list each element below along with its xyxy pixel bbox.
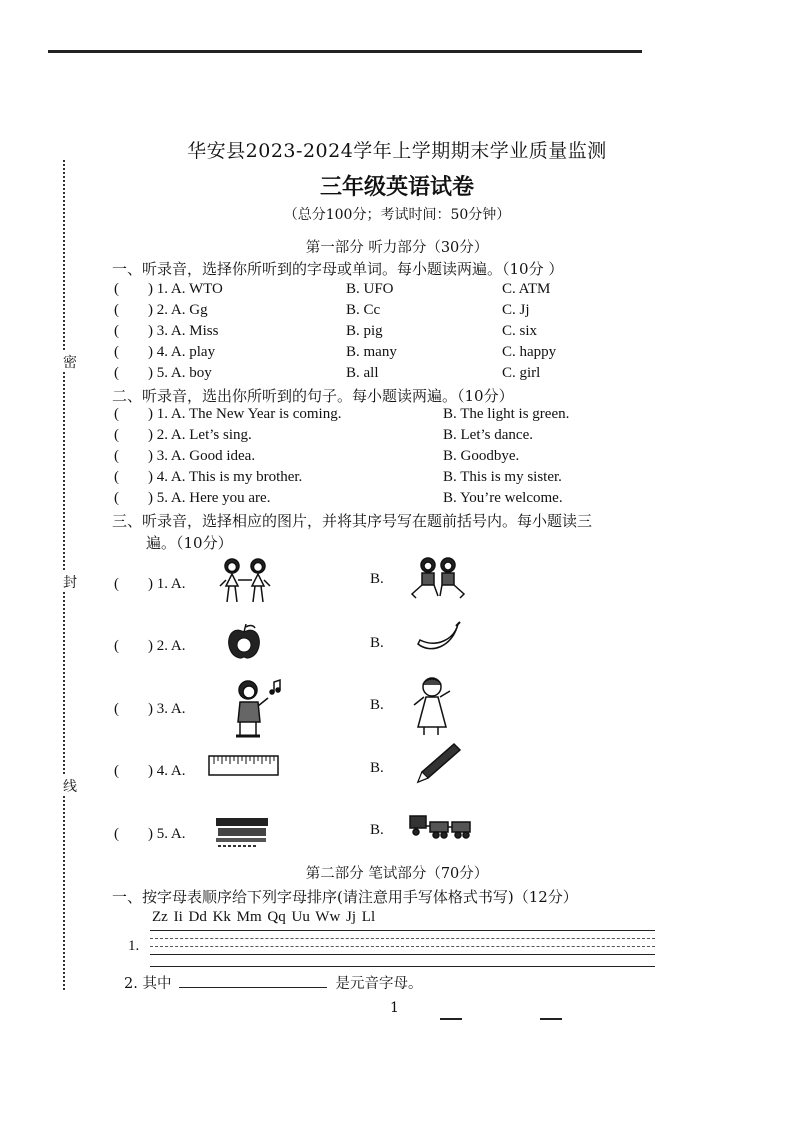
bus-picture bbox=[212, 814, 272, 850]
s3-q1-paren: ( bbox=[114, 576, 119, 592]
writing-line-2 bbox=[150, 938, 655, 939]
page-number: 1 bbox=[390, 1000, 399, 1016]
s3-q5-a: ) 5. A. bbox=[148, 826, 186, 842]
section3-title-line2: 遍。（10分） bbox=[146, 534, 233, 552]
s2-q5-paren: ( bbox=[114, 490, 119, 506]
p2-q2-prefix: 2. 其中 bbox=[124, 976, 172, 992]
s1-q2-c: C. Jj bbox=[502, 302, 530, 318]
s1-q3-a: ) 3. A. Miss bbox=[148, 323, 219, 339]
s1-q3-c: C. six bbox=[502, 323, 538, 339]
writing-line-1 bbox=[150, 930, 655, 931]
p2-q1-label: 1. bbox=[128, 938, 140, 954]
sitting-children-picture bbox=[408, 556, 470, 602]
p2-section1-title: 一、按字母表顺序给下列字母排序(请注意用手写体格式书写)（12分） bbox=[112, 888, 578, 906]
two-girls-picture bbox=[214, 556, 276, 606]
s3-q1-a: ) 1. A. bbox=[148, 576, 186, 592]
s1-q5-c: C. girl bbox=[502, 365, 541, 381]
s2-q1-paren: ( bbox=[114, 406, 119, 422]
exam-meta: （总分100分；考试时间：50分钟） bbox=[283, 207, 511, 223]
s1-q2-paren: ( bbox=[114, 302, 119, 318]
section1-title: 一、听录音，选择你所听到的字母或单词。每小题读两遍。（10分 ） bbox=[112, 260, 564, 278]
s3-q4-paren: ( bbox=[114, 763, 119, 779]
exam-subtitle: 三年级英语试卷 bbox=[319, 174, 474, 200]
train-picture bbox=[406, 806, 476, 842]
s2-q2-paren: ( bbox=[114, 427, 119, 443]
writing-line-5 bbox=[150, 966, 655, 967]
s2-q3-paren: ( bbox=[114, 448, 119, 464]
writing-line-3 bbox=[150, 946, 655, 947]
pencil-picture bbox=[412, 740, 464, 786]
s1-q3-b: B. pig bbox=[346, 323, 383, 339]
s3-q1-b: B. bbox=[370, 571, 384, 587]
s2-q1-b: B. The light is green. bbox=[443, 406, 570, 422]
dancing-girl-picture bbox=[410, 675, 456, 737]
s2-q5-a: ) 5. A. Here you are. bbox=[148, 490, 271, 506]
s3-q3-paren: ( bbox=[114, 701, 119, 717]
s3-q4-b: B. bbox=[370, 760, 384, 776]
s3-q2-paren: ( bbox=[114, 638, 119, 654]
s2-q4-paren: ( bbox=[114, 469, 119, 485]
s3-q2-b: B. bbox=[370, 635, 384, 651]
s1-q3-paren: ( bbox=[114, 323, 119, 339]
s1-q2-b: B. Cc bbox=[346, 302, 381, 318]
p2-q2-suffix: 是元音字母。 bbox=[335, 976, 423, 992]
s2-q2-b: B. Let’s dance. bbox=[443, 427, 533, 443]
s1-q4-c: C. happy bbox=[502, 344, 557, 360]
s2-q3-b: B. Goodbye. bbox=[443, 448, 520, 464]
s2-q4-b: B. This is my sister. bbox=[443, 469, 562, 485]
s2-q3-a: ) 3. A. Good idea. bbox=[148, 448, 256, 464]
seal-char-xian: 线 bbox=[60, 776, 80, 796]
writing-line-4 bbox=[150, 954, 655, 955]
letters-to-sort: Zz Ii Dd Kk Mm Qq Uu Ww Jj Ll bbox=[152, 909, 376, 925]
s1-q1-c: C. ATM bbox=[502, 281, 551, 297]
s3-q3-a: ) 3. A. bbox=[148, 701, 186, 717]
s1-q5-a: ) 5. A. boy bbox=[148, 365, 212, 381]
seal-char-mi: 密 bbox=[60, 352, 80, 372]
s1-q5-b: B. all bbox=[346, 365, 379, 381]
s2-q4-a: ) 4. A. This is my brother. bbox=[148, 469, 303, 485]
singing-girl-picture bbox=[230, 678, 286, 742]
s3-q2-a: ) 2. A. bbox=[148, 638, 186, 654]
s3-q5-paren: ( bbox=[114, 826, 119, 842]
bottom-mark-1 bbox=[440, 1018, 462, 1020]
s3-q3-b: B. bbox=[370, 697, 384, 713]
s2-q1-a: ) 1. A. The New Year is coming. bbox=[148, 406, 342, 422]
exam-title: 华安县2023-2024学年上学期期末学业质量监测 bbox=[187, 140, 607, 162]
s3-q5-b: B. bbox=[370, 822, 384, 838]
s1-q2-a: ) 2. A. Gg bbox=[148, 302, 208, 318]
s1-q4-paren: ( bbox=[114, 344, 119, 360]
part2-heading: 第二部分 笔试部分（70分） bbox=[305, 866, 489, 882]
seal-char-feng: 封 bbox=[60, 572, 80, 592]
s2-q5-b: B. You’re welcome. bbox=[443, 490, 563, 506]
s1-q1-a: ) 1. A. WTO bbox=[148, 281, 223, 297]
s1-q4-a: ) 4. A. play bbox=[148, 344, 216, 360]
s1-q5-paren: ( bbox=[114, 365, 119, 381]
bottom-mark-2 bbox=[540, 1018, 562, 1020]
s1-q1-paren: ( bbox=[114, 281, 119, 297]
s1-q1-b: B. UFO bbox=[346, 281, 394, 297]
apple-picture bbox=[225, 622, 263, 662]
section3-title-line1: 三、听录音，选择相应的图片，并将其序号写在题前括号内。每小题读三 bbox=[112, 512, 593, 530]
p2-q2-line bbox=[124, 972, 422, 993]
s3-q4-a: ) 4. A. bbox=[148, 763, 186, 779]
s2-q2-a: ) 2. A. Let’s sing. bbox=[148, 427, 252, 443]
ruler-picture bbox=[208, 754, 280, 778]
banana-picture bbox=[414, 620, 462, 654]
s1-q4-b: B. many bbox=[346, 344, 397, 360]
part1-heading: 第一部分 听力部分（30分） bbox=[305, 240, 489, 256]
top-rule bbox=[48, 50, 642, 53]
vowel-answer-blank[interactable] bbox=[179, 973, 327, 988]
section2-title: 二、听录音，选出你所听到的句子。每小题读两遍。（10分） bbox=[112, 387, 514, 405]
